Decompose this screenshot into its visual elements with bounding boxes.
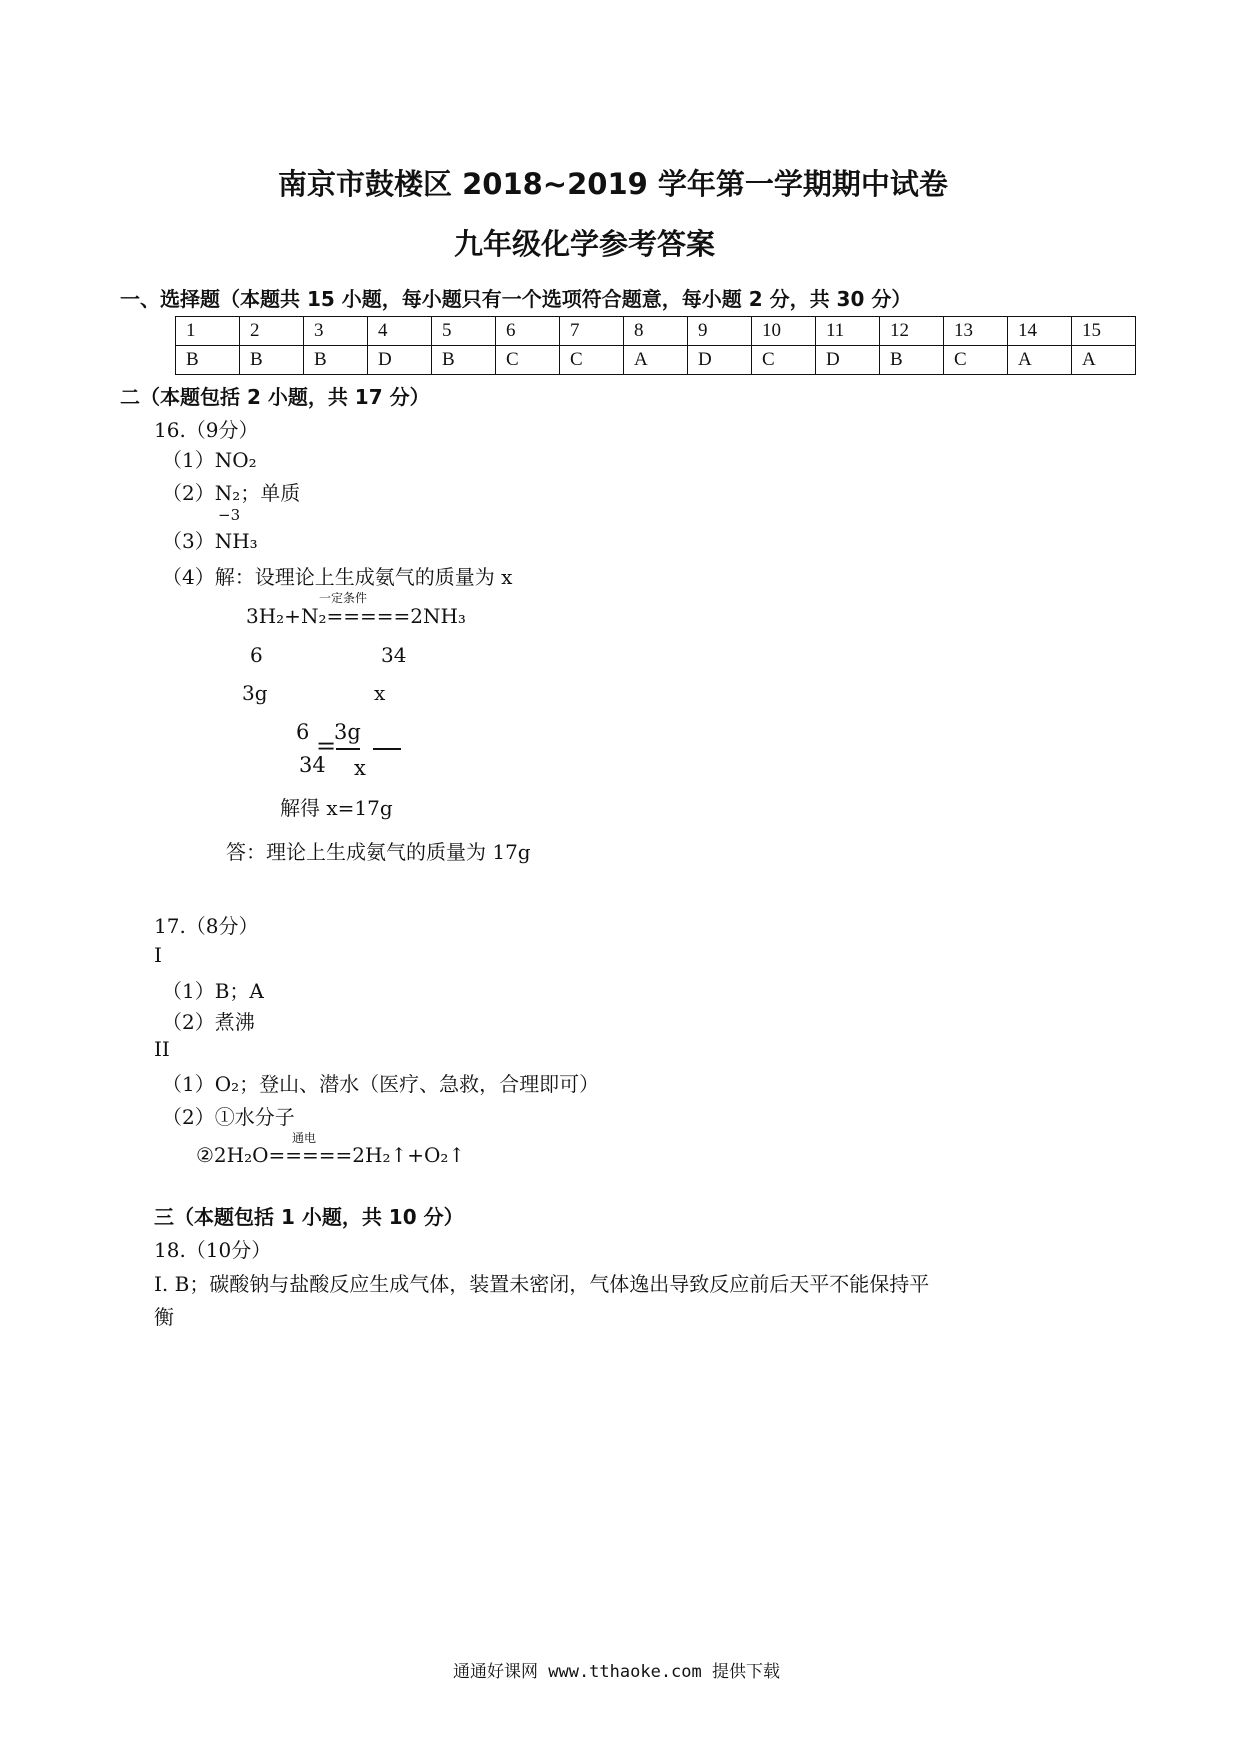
table-cell-number: 7 bbox=[560, 317, 624, 346]
table-cell-answer: A bbox=[624, 346, 688, 375]
table-cell-number: 10 bbox=[752, 317, 816, 346]
q17-part1-answer-2: （2）煮沸 bbox=[162, 1010, 255, 1034]
section-2-heading: 二（本题包括 2 小题，共 17 分） bbox=[120, 385, 430, 409]
table-cell-answer: A bbox=[1072, 346, 1136, 375]
table-cell-number: 6 bbox=[496, 317, 560, 346]
q16-solve: 解得 x=17g bbox=[280, 796, 393, 820]
table-cell-number: 11 bbox=[816, 317, 880, 346]
table-cell-answer: D bbox=[688, 346, 752, 375]
table-cell-number: 1 bbox=[176, 317, 240, 346]
table-cell-answer: C bbox=[944, 346, 1008, 375]
answer-table-number-row bbox=[176, 317, 1136, 346]
table-cell-answer: B bbox=[880, 346, 944, 375]
q18-answer-line-2: 衡 bbox=[154, 1305, 174, 1329]
mass-ratio-right: 34 bbox=[381, 643, 407, 667]
q16-title: 16.（9分） bbox=[154, 418, 259, 442]
table-cell-answer: B bbox=[176, 346, 240, 375]
equals-sign: = bbox=[316, 732, 337, 760]
q18-title: 18.（10分） bbox=[154, 1238, 272, 1262]
fraction-2-numerator: 3g bbox=[334, 720, 361, 744]
q17-part-2: II bbox=[154, 1037, 170, 1061]
fraction-1-denominator: 34 bbox=[299, 753, 326, 777]
electrolysis-condition: 通电 bbox=[292, 1131, 317, 1145]
q16-answer-3: （3）NH₃ bbox=[162, 529, 258, 553]
table-cell-number: 4 bbox=[368, 317, 432, 346]
q17-part2-answer-1: （1）O₂；登山、潜水（医疗、急救，合理即可） bbox=[162, 1072, 600, 1096]
q17-part2-answer-2: （2）①水分子 bbox=[162, 1105, 295, 1129]
reaction-condition: 一定条件 bbox=[319, 591, 368, 605]
q16-answer-4: （4）解：设理论上生成氨气的质量为 x bbox=[162, 565, 513, 589]
table-cell-answer: D bbox=[368, 346, 432, 375]
given-mass-left: 3g bbox=[242, 681, 268, 705]
table-cell-answer: C bbox=[496, 346, 560, 375]
table-cell-number: 3 bbox=[304, 317, 368, 346]
electrolysis-equation: ②2H₂O=====2H₂↑+O₂↑ bbox=[196, 1143, 466, 1167]
table-cell-number: 13 bbox=[944, 317, 1008, 346]
q16-final-answer: 答：理论上生成氨气的质量为 17g bbox=[226, 840, 531, 864]
table-cell-answer: C bbox=[560, 346, 624, 375]
q17-part-1: I bbox=[154, 943, 162, 967]
table-cell-answer: A bbox=[1008, 346, 1072, 375]
table-cell-answer: B bbox=[432, 346, 496, 375]
fraction-1-numerator: 6 bbox=[296, 720, 310, 744]
answer-table-answer-row bbox=[176, 346, 1136, 375]
table-cell-answer: B bbox=[304, 346, 368, 375]
q18-answer-line-1: I. B；碳酸钠与盐酸反应生成气体，装置未密闭，气体逸出导致反应前后天平不能保持平 bbox=[154, 1272, 930, 1296]
reaction-equation: 3H₂+N₂=====2NH₃ bbox=[246, 604, 466, 628]
q17-title: 17.（8分） bbox=[154, 914, 259, 938]
fraction-rule bbox=[373, 748, 401, 750]
table-cell-answer: C bbox=[752, 346, 816, 375]
section-3-heading: 三（本题包括 1 小题，共 10 分） bbox=[154, 1205, 464, 1229]
table-cell-number: 15 bbox=[1072, 317, 1136, 346]
q16-answer-2: （2）N₂；单质 bbox=[162, 481, 301, 505]
answer-table bbox=[175, 316, 1136, 375]
footer-credit: 通通好课网 www.tthaoke.com 提供下载 bbox=[453, 1662, 780, 1682]
table-cell-number: 8 bbox=[624, 317, 688, 346]
table-cell-number: 9 bbox=[688, 317, 752, 346]
table-cell-number: 2 bbox=[240, 317, 304, 346]
fraction-2-denominator: x bbox=[354, 756, 366, 780]
table-cell-number: 12 bbox=[880, 317, 944, 346]
given-mass-right: x bbox=[374, 681, 386, 705]
section-1-heading: 一、选择题（本题共 15 小题，每小题只有一个选项符合题意，每小题 2 分，共 30 分） bbox=[120, 287, 912, 311]
fraction-2-bar bbox=[336, 748, 360, 750]
table-cell-answer: D bbox=[816, 346, 880, 375]
table-cell-number: 5 bbox=[432, 317, 496, 346]
q16-answer-1: （1）NO₂ bbox=[162, 448, 257, 472]
table-cell-number: 14 bbox=[1008, 317, 1072, 346]
table-cell-answer: B bbox=[240, 346, 304, 375]
q17-part1-answer-1: （1）B；A bbox=[162, 979, 264, 1003]
document-subtitle: 九年级化学参考答案 bbox=[454, 227, 716, 261]
document-title: 南京市鼓楼区 2018~2019 学年第一学期期中试卷 bbox=[278, 167, 948, 201]
mass-ratio-left: 6 bbox=[250, 643, 263, 667]
valence-mark: −3 bbox=[218, 506, 241, 524]
